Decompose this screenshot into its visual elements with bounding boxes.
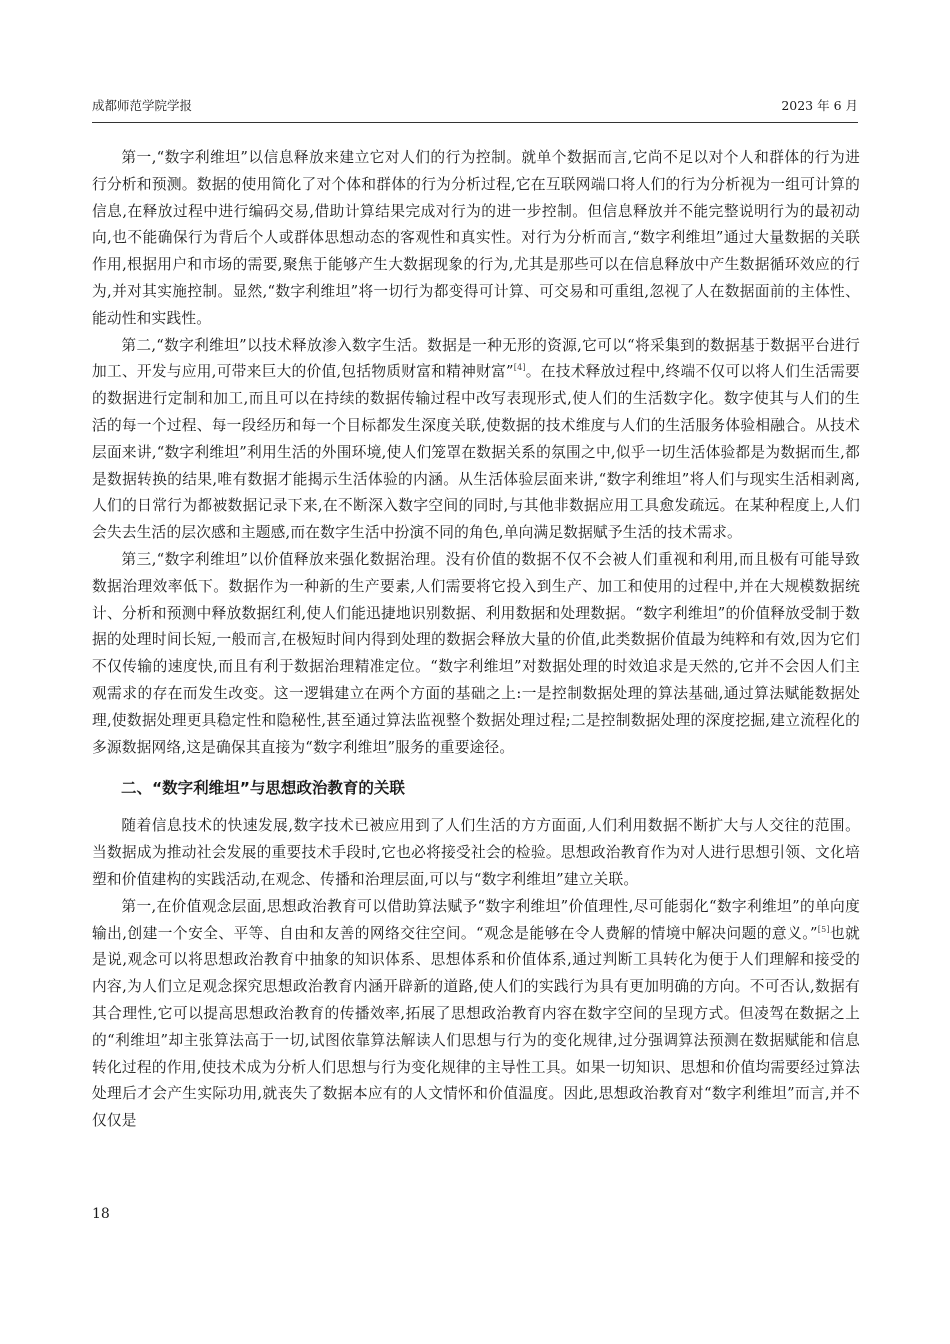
paragraph-2-text-b: 。在技术释放过程中,终端不仅可以将人们生活需要的数据进行定制和加工,而且可以在持续的数据传输过程中改写表现形式,使人们的生活数字化。数字使其与人们的生活的每一个过程、每一段经历和每一个目标都发生深度关联,使数据的技术维度与人们的生活服务体验相融合。从技术层面来讲,“数字利维坦”利用生活的外围环境,使人们笼罩在数据关系的氛围之中,似乎一切生活体验都是为数据而生,都是数据转换的结果,唯有数据才能揭示生活体验的内涵。从生活体验层面来讲,“数字利维坦”将人们与现实生活相剥离,人们的日常行为都被数据记录下来,在不断深入数字空间的同时,与其他非数据应用工具愈发疏远。在某种程度上,人们会失去生活的层次感和主题感,而在数字生活中扮演不同的角色,单向满足数据赋予生活的技术需求。 xyxy=(92,363,860,542)
paragraph-2 xyxy=(92,333,860,547)
paragraph-2-text-a: 第二,“数字利维坦”以技术释放渗入数字生活。数据是一种无形的资源,它可以“将采集到的数据基于数据平台进行加工、开发与应用,可带来巨大的价值,包括物质财富和精神财富” xyxy=(92,336,860,381)
citation-ref-5[interactable]: [5] xyxy=(817,924,830,934)
paragraph-4: 随着信息技术的快速发展,数字技术已被应用到了人们生活的方方面面,人们利用数据不断扩大与人交往的范围。当数据成为推动社会发展的重要技术手段时,它也必将接受社会的检验。思想政治教育作为对人进行思想引领、文化培塑和价值建构的实践活动,在观念、传播和治理层面,可以与“数字利维坦”建立关联。 xyxy=(92,817,860,888)
issue-date: 2023 年 6 月 xyxy=(781,98,858,113)
paragraph-5 xyxy=(92,894,860,1135)
paragraph-3: 第三,“数字利维坦”以价值释放来强化数据治理。没有价值的数据不仅不会被人们重视和利用,而且极有可能导致数据治理效率低下。数据作为一种新的生产要素,人们需要将它投入到生产、加工和使用的过程中,并在大规模数据统计、分析和预测中释放数据红利,使人们能迅捷地识别数据、利用数据和处理数据。“数字利维坦”的价值释放受制于数据的处理时间长短,一般而言,在极短时间内得到处理的数据会释放大量的价值,此类数据价值最为纯粹和有效,因为它们不仅传输的速度快,而且有利于数据治理精准定位。“数字利维坦”对数据处理的时效追求是天然的,它并不会因人们主观需求的存在而发生改变。这一逻辑建立在两个方面的基础之上:一是控制数据处理的算法基础,通过算法赋能数据处理,使数据处理更具稳定性和隐秘性,甚至通过算法监视整个数据处理过程;二是控制数据处理的深度挖掘,建立流程化的多源数据网络,这是确保其直接为“数字利维坦”服务的重要途径。 xyxy=(92,550,860,756)
article-body xyxy=(92,145,860,1135)
paragraph-5-text-b: 也就是说,观念可以将思想政治教育中抽象的知识体系、思想体系和价值体系,通过判断工具转化为便于人们理解和接受的内容,为人们立足观念探究思想政治教育内涵开辟新的道路,使人们的实践行为具有更加明确的方向。不可否认,数据有其合理性,它可以提高思想政治教育的传播效率,拓展了思想政治教育内容在数字空间的呈现方式。但凌驾在数据之上的“利维坦”却主张算法高于一切,试图依靠算法解读人们思想与行为的变化规律,过分强调算法预测在数据赋能和信息转化过程的作用,使技术成为分析人们思想与行为变化规律的主导性工具。如果一切知识、思想和价值均需要经过算法处理后才会产生实际功用,就丧失了数据本应有的人文情怀和价值温度。因此,思想政治教育对“数字利维坦”而言,并不仅仅是 xyxy=(92,924,860,1130)
paragraph-5-text-a: 第一,在价值观念层面,思想政治教育可以借助算法赋予“数字利维坦”价值理性,尽可能弱化“数字利维坦”的单向度输出,创建一个安全、平等、自由和友善的网络交往空间。“观念是能够在令人费解的情境中解决问题的意义。” xyxy=(92,897,860,942)
section-heading: 二、“数字利维坦”与思想政治教育的关联 xyxy=(121,779,405,798)
paragraph-1: 第一,“数字利维坦”以信息释放来建立它对人们的行为控制。就单个数据而言,它尚不足以对个人和群体的行为进行分析和预测。数据的使用简化了对个体和群体的行为分析过程,它在互联网端口将人们的行为分析视为一组可计算的信息,在释放过程中进行编码交易,借助计算结果完成对行为的进一步控制。但信息释放并不能完整说明行为的最初动向,也不能确保行为背后个人或群体思想动态的客观性和真实性。对行为分析而言,“数字利维坦”通过大量数据的关联作用,根据用户和市场的需要,聚焦于能够产生大数据现象的行为,尤其是那些可以在信息释放中产生数据循环效应的行为,并对其实施控制。显然,“数字利维坦”将一切行为都变得可计算、可交易和可重组,忽视了人在数据面前的主体性、能动性和实践性。 xyxy=(92,149,860,327)
running-header xyxy=(92,98,858,123)
page-number: 18 xyxy=(92,1206,110,1222)
citation-ref-4[interactable]: [4] xyxy=(513,363,526,373)
journal-name: 成都师范学院学报 xyxy=(92,98,193,113)
